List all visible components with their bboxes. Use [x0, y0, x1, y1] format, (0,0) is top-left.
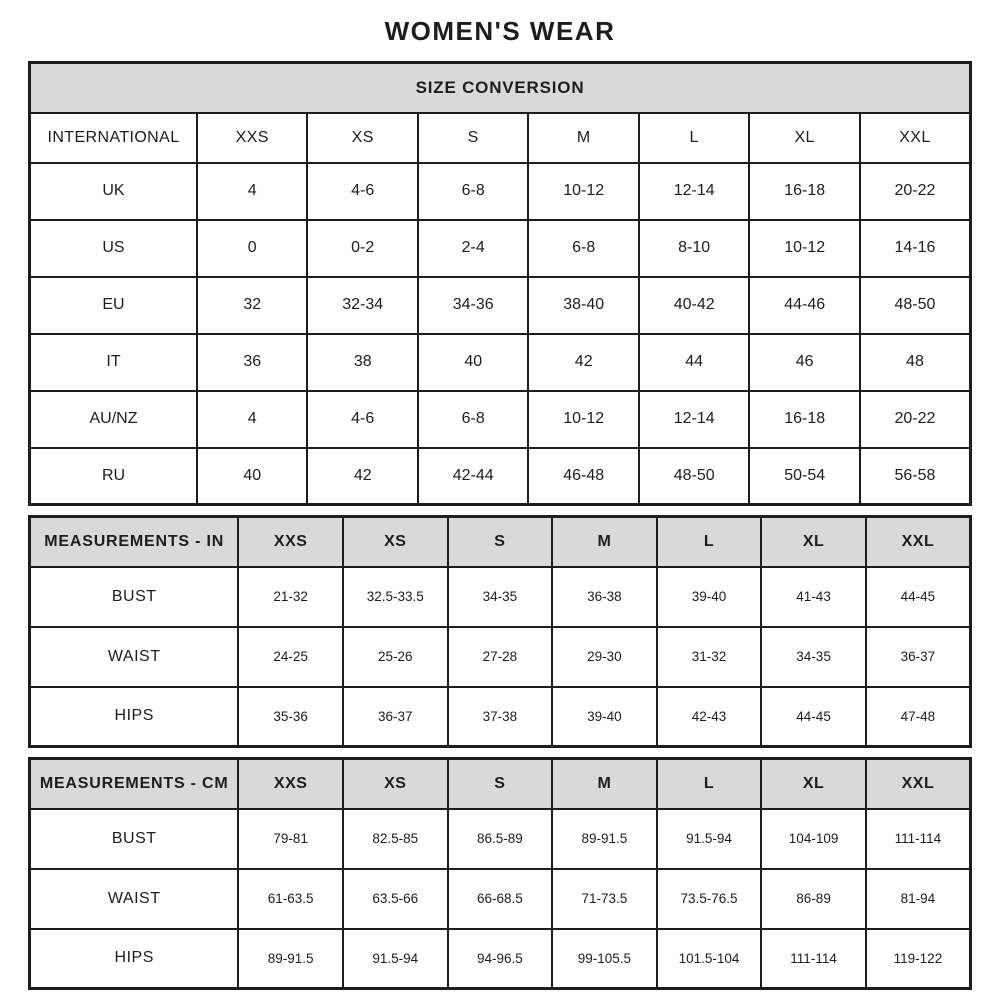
- table-row-hips-cm: [30, 929, 971, 989]
- cell-value: 91.5-94: [343, 929, 448, 989]
- measurements-cm-header-row: [30, 759, 971, 809]
- size-conversion-title: SIZE CONVERSION: [30, 63, 971, 113]
- col-header-size: XS: [343, 517, 448, 567]
- size-conversion-banner-row: [30, 63, 971, 113]
- cell-value: 71-73.5: [552, 869, 657, 929]
- cell-value: 119-122: [866, 929, 971, 989]
- cell-value: 29-30: [552, 627, 657, 687]
- col-header-size: M: [552, 759, 657, 809]
- cell-value: 40-42: [639, 277, 749, 334]
- cell-value: 94-96.5: [448, 929, 553, 989]
- col-header-size: S: [448, 517, 553, 567]
- cell-value: 10-12: [528, 163, 638, 220]
- cell-value: 34-35: [761, 627, 866, 687]
- row-label: UK: [30, 163, 198, 220]
- measurements-in-table: [28, 515, 972, 748]
- cell-value: 44-45: [761, 687, 866, 747]
- cell-value: 0: [197, 220, 307, 277]
- size-conversion-table: [28, 61, 972, 506]
- row-label: AU/NZ: [30, 391, 198, 448]
- cell-value: 44-46: [749, 277, 859, 334]
- cell-value: 32: [197, 277, 307, 334]
- cell-value: 86.5-89: [448, 809, 553, 869]
- cell-value: 4: [197, 391, 307, 448]
- cell-value: 89-91.5: [238, 929, 343, 989]
- table-row-bust-in: [30, 567, 971, 627]
- row-label: WAIST: [30, 627, 239, 687]
- col-header-size: XL: [749, 113, 859, 163]
- cell-value: 12-14: [639, 163, 749, 220]
- col-header-size: M: [552, 517, 657, 567]
- table-row-it: [30, 334, 971, 391]
- size-conversion-header-row: [30, 113, 971, 163]
- col-header-size: XXS: [197, 113, 307, 163]
- cell-value: 38: [307, 334, 417, 391]
- cell-value: 20-22: [860, 163, 971, 220]
- cell-value: 20-22: [860, 391, 971, 448]
- row-label: RU: [30, 448, 198, 505]
- cell-value: 86-89: [761, 869, 866, 929]
- row-label: EU: [30, 277, 198, 334]
- cell-value: 34-35: [448, 567, 553, 627]
- cell-value: 46: [749, 334, 859, 391]
- cell-value: 48-50: [639, 448, 749, 505]
- cell-value: 31-32: [657, 627, 762, 687]
- cell-value: 27-28: [448, 627, 553, 687]
- cell-value: 4-6: [307, 391, 417, 448]
- cell-value: 16-18: [749, 391, 859, 448]
- table-row-uk: [30, 163, 971, 220]
- cell-value: 10-12: [749, 220, 859, 277]
- col-header-size: L: [657, 759, 762, 809]
- cell-value: 39-40: [657, 567, 762, 627]
- cell-value: 16-18: [749, 163, 859, 220]
- cell-value: 4-6: [307, 163, 417, 220]
- cell-value: 4: [197, 163, 307, 220]
- row-label: US: [30, 220, 198, 277]
- cell-value: 82.5-85: [343, 809, 448, 869]
- row-label: BUST: [30, 567, 239, 627]
- cell-value: 0-2: [307, 220, 417, 277]
- col-header-size: XL: [761, 517, 866, 567]
- cell-value: 21-32: [238, 567, 343, 627]
- cell-value: 35-36: [238, 687, 343, 747]
- row-label: WAIST: [30, 869, 239, 929]
- cell-value: 37-38: [448, 687, 553, 747]
- cell-value: 63.5-66: [343, 869, 448, 929]
- cell-value: 6-8: [418, 391, 528, 448]
- cell-value: 61-63.5: [238, 869, 343, 929]
- table-row-eu: [30, 277, 971, 334]
- col-header-size: S: [418, 113, 528, 163]
- cell-value: 36: [197, 334, 307, 391]
- cell-value: 6-8: [528, 220, 638, 277]
- measurements-in-title: MEASUREMENTS - IN: [30, 517, 239, 567]
- cell-value: 12-14: [639, 391, 749, 448]
- col-header-size: S: [448, 759, 553, 809]
- measurements-in-header-row: [30, 517, 971, 567]
- cell-value: 56-58: [860, 448, 971, 505]
- cell-value: 79-81: [238, 809, 343, 869]
- cell-value: 24-25: [238, 627, 343, 687]
- cell-value: 111-114: [866, 809, 971, 869]
- table-row-aunz: [30, 391, 971, 448]
- cell-value: 36-37: [866, 627, 971, 687]
- cell-value: 32-34: [307, 277, 417, 334]
- col-header-size: L: [657, 517, 762, 567]
- cell-value: 73.5-76.5: [657, 869, 762, 929]
- row-label: HIPS: [30, 687, 239, 747]
- col-header-size: XS: [307, 113, 417, 163]
- table-row-ru: [30, 448, 971, 505]
- table-row-hips-in: [30, 687, 971, 747]
- col-header-size: XXS: [238, 517, 343, 567]
- col-header-size: L: [639, 113, 749, 163]
- cell-value: 42: [307, 448, 417, 505]
- cell-value: 41-43: [761, 567, 866, 627]
- cell-value: 81-94: [866, 869, 971, 929]
- cell-value: 66-68.5: [448, 869, 553, 929]
- cell-value: 99-105.5: [552, 929, 657, 989]
- cell-value: 48-50: [860, 277, 971, 334]
- cell-value: 39-40: [552, 687, 657, 747]
- cell-value: 6-8: [418, 163, 528, 220]
- measurements-cm-title: MEASUREMENTS - CM: [30, 759, 239, 809]
- cell-value: 91.5-94: [657, 809, 762, 869]
- cell-value: 44: [639, 334, 749, 391]
- col-header-size: XXL: [866, 517, 971, 567]
- row-label: IT: [30, 334, 198, 391]
- cell-value: 14-16: [860, 220, 971, 277]
- cell-value: 46-48: [528, 448, 638, 505]
- cell-value: 25-26: [343, 627, 448, 687]
- cell-value: 40: [197, 448, 307, 505]
- measurements-cm-table: [28, 757, 972, 990]
- row-label: HIPS: [30, 929, 239, 989]
- col-header-size: XXS: [238, 759, 343, 809]
- cell-value: 40: [418, 334, 528, 391]
- cell-value: 111-114: [761, 929, 866, 989]
- table-row-bust-cm: [30, 809, 971, 869]
- cell-value: 34-36: [418, 277, 528, 334]
- cell-value: 36-38: [552, 567, 657, 627]
- cell-value: 42: [528, 334, 638, 391]
- col-header-size: M: [528, 113, 638, 163]
- table-row-us: [30, 220, 971, 277]
- cell-value: 10-12: [528, 391, 638, 448]
- cell-value: 42-44: [418, 448, 528, 505]
- cell-value: 101.5-104: [657, 929, 762, 989]
- page-title: WOMEN'S WEAR: [384, 16, 616, 46]
- cell-value: 8-10: [639, 220, 749, 277]
- cell-value: 50-54: [749, 448, 859, 505]
- cell-value: 36-37: [343, 687, 448, 747]
- cell-value: 2-4: [418, 220, 528, 277]
- col-header-size: XS: [343, 759, 448, 809]
- cell-value: 44-45: [866, 567, 971, 627]
- cell-value: 48: [860, 334, 971, 391]
- cell-value: 89-91.5: [552, 809, 657, 869]
- col-header-size: XXL: [866, 759, 971, 809]
- cell-value: 38-40: [528, 277, 638, 334]
- row-label: BUST: [30, 809, 239, 869]
- table-row-waist-cm: [30, 869, 971, 929]
- cell-value: 42-43: [657, 687, 762, 747]
- table-row-waist-in: [30, 627, 971, 687]
- cell-value: 32.5-33.5: [343, 567, 448, 627]
- cell-value: 104-109: [761, 809, 866, 869]
- col-header-international: INTERNATIONAL: [30, 113, 198, 163]
- col-header-size: XXL: [860, 113, 971, 163]
- cell-value: 47-48: [866, 687, 971, 747]
- col-header-size: XL: [761, 759, 866, 809]
